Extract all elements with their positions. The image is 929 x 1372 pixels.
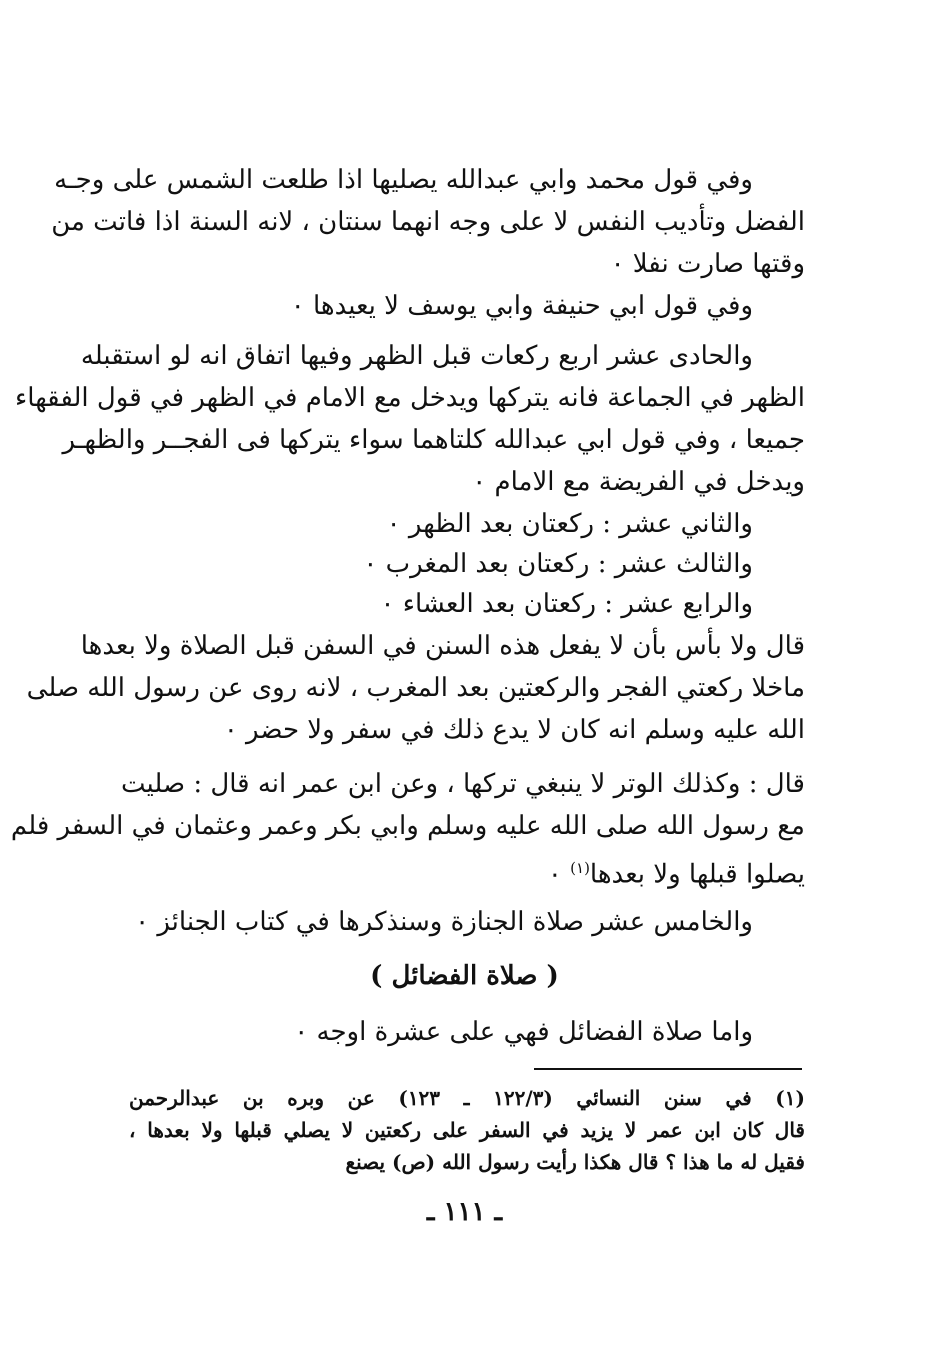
text-line: وفي قول ابي حنيفة وابي يوسف لا يعيدها ٠ xyxy=(290,291,753,321)
footnote-reference: (١) xyxy=(570,859,590,877)
text-line: الله عليه وسلم انه كان لا يدع ذلك في سفر ولا حضر ٠ xyxy=(223,715,805,745)
text-span: ٠ xyxy=(547,859,571,890)
section-heading: ( صلاة الفضائل ) xyxy=(370,961,559,991)
footnote-divider xyxy=(534,1068,802,1070)
text-line: قال : وكذلك الوتر لا ينبغي تركها ، وعن ابن عمر انه قال : صليت xyxy=(121,769,805,799)
footnote-line: قال كان ابن عمر لا يزيد في السفر على ركعتين لا يصلي قبلها ولا بعدها ، xyxy=(129,1118,805,1142)
text-line: قال ولا بأس بأن لا يفعل هذه السنن في السفن قبل الصلاة ولا بعدها xyxy=(80,631,805,661)
text-line: والحادى عشر اربع ركعات قبل الظهر وفيها اتفاق انه لو استقبله xyxy=(80,341,753,371)
text-line: ويدخل في الفريضة مع الامام ٠ xyxy=(472,467,805,497)
text-line: والثالث عشر : ركعتان بعد المغرب ٠ xyxy=(363,549,753,579)
text-line: والخامس عشر صلاة الجنازة وسنذكرها في كتاب الجنائز ٠ xyxy=(135,907,753,937)
text-line: والرابع عشر : ركعتان بعد العشاء ٠ xyxy=(380,589,753,619)
text-line: والثاني عشر : ركعتان بعد الظهر ٠ xyxy=(386,509,753,539)
text-line: الظهر في الجماعة فانه يتركها ويدخل مع الامام في الظهر في قول الفقهاء xyxy=(15,383,805,413)
text-line xyxy=(129,848,805,888)
page-number: ـ ١١١ ـ xyxy=(426,1197,503,1227)
text-span: يصلوا قبلها ولا بعدها xyxy=(589,859,805,890)
text-line: الفضل وتأديب النفس لا على وجه انهما سنتان ، لانه السنة اذا فاتت من xyxy=(51,207,805,237)
text-line: واما صلاة الفضائل فهي على عشرة اوجه ٠ xyxy=(294,1017,753,1047)
text-line: جميعا ، وفي قول ابي عبدالله كلتاهما سواء يتركها فى الفجــر والظهـر xyxy=(62,425,805,455)
footnote-line: (١) في سنن النسائي (١٢٢/٣ ـ ١٢٣) عن وبره بن عبدالرحمن xyxy=(129,1086,805,1110)
text-line: وفي قول محمد وابي عبدالله يصليها اذا طلعت الشمس على وجـه xyxy=(54,165,753,195)
footnote-line: فقيل له ما هذا ؟ قال هكذا رأيت رسول الله (ص) يصنع xyxy=(345,1150,805,1174)
text-line: وقتها صارت نفلا ٠ xyxy=(610,249,805,279)
text-line: مع رسول الله صلى الله عليه وسلم وابي بكر وعمر وعثمان في السفر فلم xyxy=(10,811,805,841)
text-line: ماخلا ركعتي الفجر والركعتين بعد المغرب ، لانه روى عن رسول الله صلى xyxy=(26,673,805,703)
